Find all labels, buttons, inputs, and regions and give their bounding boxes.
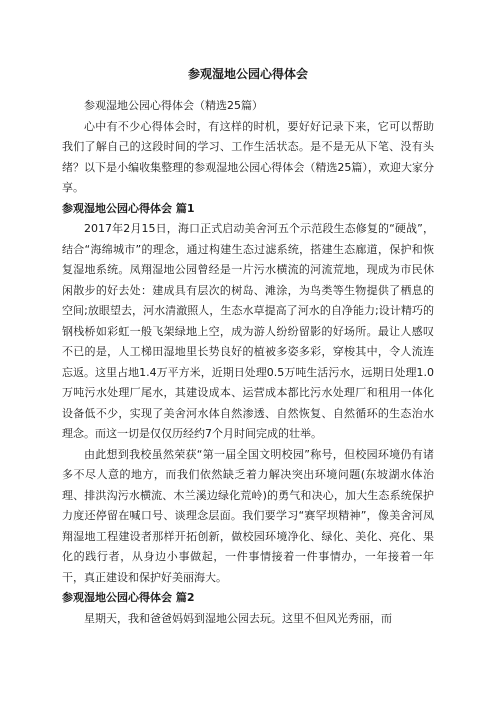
- section-paragraph: 2017年2月15日，海口正式启动美舍河五个示范段生态修复的“硬战”，结合“海绵城市”的理念，通过构建生态过滤系统，搭建生态廊道，保护和恢复湿地系统。凤翔湿地公园曾经是一片污水横流的河流荒地，现成为市民休闲散步的好去处：建成具有层次的树岛、滩涂，为鸟类等生物提供了栖息的空间;放眼望去，河水清澈照人，生态水草提高了河水的自净能力;设计精巧的钢栈桥如彩虹一般飞架绿地上空，成为游人纷纷留影的好场所。最让人感叹不已的是，人工梯田湿地里长势良好的植被多姿多彩，穿梭其中，令人流连忘返。这里占地1.4万平方米，近期日处理0.5万吨生活污水，远期日处理1.0万吨污水处理厂尾水，其建设成本、运营成本都比污水处理厂和租用一体化设备低不少，实现了美舍河水体自然渗透、自然恢复、自然循环的生态治水理念。而这一切是仅仅历经约7个月时间完成的壮举。: [62, 222, 434, 440]
- section-heading: 参观湿地公园心得体会 篇2: [62, 591, 195, 604]
- section-1: [62, 199, 434, 589]
- section-2: [62, 588, 434, 629]
- intro-paragraph: 心中有不少心得体会时，有这样的时机，要好好记录下来，它可以帮助我们了解自己的这段时间的学习、工作生活状态。是不是无从下笔、没有头绪？以下是小编收集整理的参观湿地公园心得体会（精选25篇），欢迎大家分享。: [62, 119, 434, 194]
- section-heading: 参观湿地公园心得体会 篇1: [62, 201, 195, 215]
- section-paragraph: 由此想到我校虽然荣获“第一届全国文明校园”称号，但校园环境仍有诸多不尽人意的地方，而我们依然缺乏着力解决突出环境问题(东坡湖水体治理、排洪沟污水横流、木兰溪边绿化荒岭)的勇气和决心，加大生态系统保护力度还停留在喊口号、谈理念层面。我们要学习“赛罕坝精神”，像美舍河凤翔湿地工程建设者那样开拓创新，做校园环境净化、绿化、美化、亮化、果化的践行者，从身边小事做起，一件事情接着一件事情办，一年接着一年干，真正建设和保护好美丽海大。: [62, 447, 434, 584]
- document-subtitle: 参观湿地公园心得体会（精选25篇）: [84, 99, 263, 112]
- page-title: 参观湿地公园心得体会: [187, 67, 308, 81]
- section-paragraph: 星期天，我和爸爸妈妈到湿地公园去玩。这里不但风光秀丽，而: [84, 611, 392, 625]
